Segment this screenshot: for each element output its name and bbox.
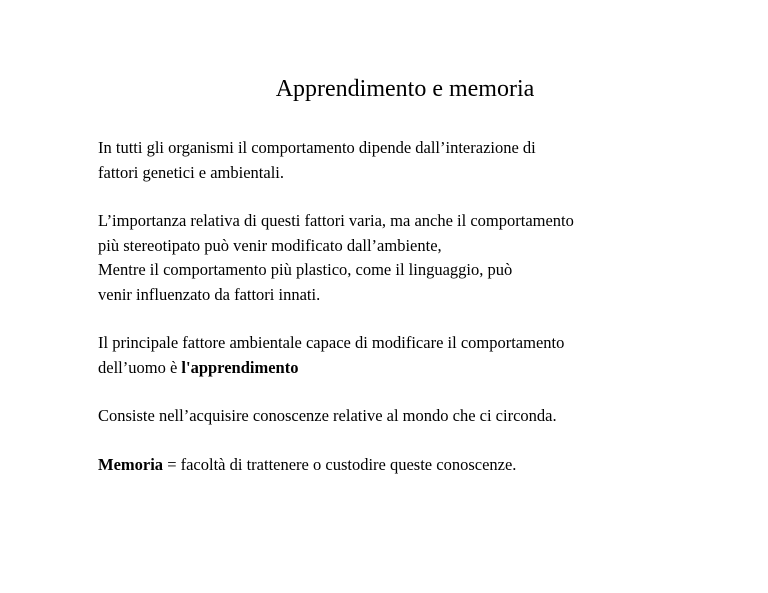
- text-line: [98, 356, 738, 381]
- text-fragment: dell’uomo è: [98, 357, 182, 377]
- text-line: L’importanza relativa di questi fattori varia, ma anche il comportamento: [98, 211, 574, 230]
- paragraph-environmental-factor: [98, 331, 738, 380]
- text-line: Mentre il comportamento più plastico, come il linguaggio, può: [98, 260, 513, 279]
- text-line: più stereotipato può venir modificato dall’ambiente,: [98, 235, 442, 255]
- text-line: [98, 453, 738, 478]
- apprendimento-term: l'apprendimento: [181, 357, 299, 377]
- paragraph-memory: [98, 453, 738, 478]
- text-line: venir influenzato da fattori innati.: [98, 284, 321, 304]
- slide-title: Apprendimento e memoria: [275, 76, 535, 102]
- paragraph-relative-importance: [98, 209, 738, 307]
- text-line: Il principale fattore ambientale capace di modificare il comportamento: [98, 333, 565, 352]
- paragraph-definition: [98, 404, 738, 429]
- text-line: fattori genetici e ambientali.: [98, 162, 285, 182]
- paragraph-interaction: [98, 136, 738, 185]
- slide-body: [98, 136, 738, 501]
- memoria-term: Memoria: [98, 454, 164, 474]
- text-line: In tutti gli organismi il comportamento dipende dall’interazione di: [98, 138, 536, 157]
- text-line: Consiste nell’acquisire conoscenze relative al mondo che ci circonda.: [98, 406, 557, 425]
- text-fragment: = facoltà di trattenere o custodire queste conoscenze.: [163, 454, 517, 474]
